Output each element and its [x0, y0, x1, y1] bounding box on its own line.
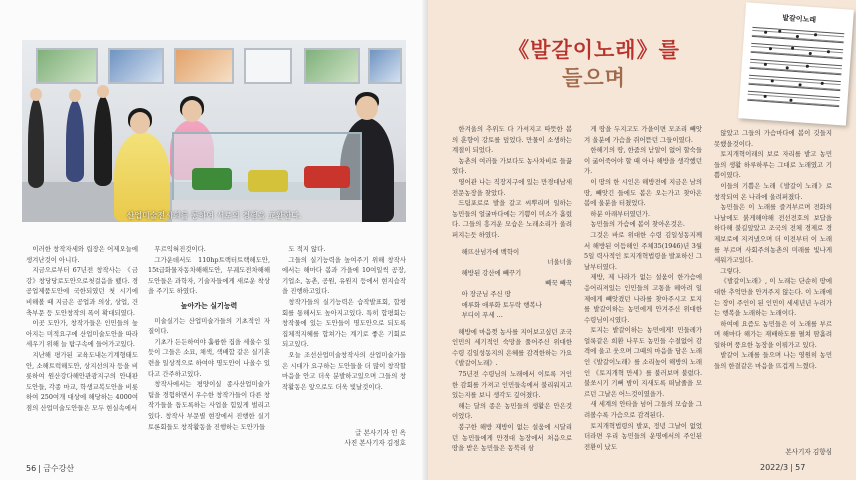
paragraph: 농민들은 이 노래를 즐겨부르며 전화의 나날에도 붉게해야해 전선전호의 보답을 하다해 불길앞았고 조국의 전체 경제로 경제보로에 지켜냈으며 더 이전부터 이 노래를 부르며 사회주의농촌의 미래를 빛나게 세워가고있다.: [714, 203, 832, 265]
paragraph: 미술실기는 산업미술가들의 기초적인 자질이다.: [148, 316, 270, 336]
page-number: 57: [795, 463, 806, 472]
right-column-2: [584, 124, 702, 462]
woman-head: [182, 100, 202, 122]
music-note: [806, 65, 809, 68]
lyric-line: 빼꾹 빼꾹: [545, 279, 572, 288]
paragraph: 그들의 실기능력을 높여주기 위해 창작사에서는 해마다 봄과 가을에 10여일씩 공장, 기업소, 농촌, 공원, 유원지 등에서 현지습작을 진행하고있다.: [282, 255, 406, 296]
music-note: [809, 52, 812, 55]
poster-frame: [108, 48, 164, 84]
paragraph: 않았고 그들의 가슴마다에 봄이 깃들지 못했을것이다.: [714, 129, 832, 148]
paragraph: 한겨울의 추위도 다 가셔지고 따뜻한 봄의 훈향이 강토를 덮었다. 만물이 소생하는 계절이 되었다.: [452, 125, 572, 155]
lyric-line: 해뜨산넘가에 백학이: [461, 247, 520, 256]
paragraph: 이들의 기쁨은 노래《발갈이 노래》로 창작되여 온 나라에 울려퍼졌다.: [714, 181, 832, 201]
paragraph: 도 적지 않다.: [288, 245, 326, 253]
sheet-music-image: [738, 2, 854, 125]
lyric-line: 아 장군님 주신 땅: [461, 289, 511, 298]
music-note: [764, 63, 767, 66]
paragraph: 기초가 든든하여야 훌륭한 집을 세울수 있듯이 그들은 소묘, 채색, 색배합 같은 실기훈련을 일상적으로 하여야 명도안이 나올수 있다고 간주하고있다.: [148, 337, 270, 378]
left-folio: [26, 463, 74, 474]
woman-head: [130, 112, 150, 134]
music-note: [764, 31, 767, 34]
song-lyrics: [452, 247, 572, 321]
paragraph: 새 세계의 안타을 넘어 그들의 모습을 그려볼수록 가슴으로 감격된다.: [584, 400, 702, 420]
paragraph: 창작사에서는 평양이실 종사산업미술가 팀을 경험하면서 우수한 창작가들이 다른 창작가들을 돕도록하는 사업을 힘있게 벌리고있다. 창작사 부문별 현장에서 진행한 실기 토론회들도 창작활동을 진행하는 도안가들: [148, 380, 270, 431]
paragraph: 토지개혁법령의 발포, 정녕 그날이 없었더라면 우리 농민들의 운명에서의 주인된 전환이 났도: [584, 421, 702, 451]
visitor-head: [69, 89, 81, 102]
title-line-2: 들으며: [562, 65, 626, 90]
right-folio: [760, 463, 805, 472]
visitor-head: [30, 88, 42, 101]
visitor-figure: [66, 100, 84, 182]
music-staff: [747, 91, 839, 107]
paragraph: 토지개혁이래의 보로 자리를 밭고 농민들의 생활 하루하루는 그대로 노래였고 기쁨이였다.: [714, 150, 832, 180]
paragraph: 하분 아래부터였던가.: [590, 209, 651, 218]
visitor-figure: [94, 96, 112, 186]
paragraph: 농민들의 가슴에 봄이 찾아온것은.: [590, 220, 685, 229]
music-note: [791, 47, 794, 50]
woman-yellow-dress: [114, 132, 170, 222]
poster-frame: [174, 48, 234, 84]
paragraph: 영어관 나는 직장지구에 있는 만경대남새전문농장을 찾았다.: [452, 177, 572, 197]
paragraph: 지난해 평가된 교육도내논기계형태도안, 소해트럭해도안, 상지선의자 등을 비롯하여 원산강다해안관광지구의 안내판도안들, 각종 마교, 학생교복도안을 비롯하여 250여개 대상에 해당하는 4000여점의 산업미술도안들은 모두 현실속에서: [26, 350, 138, 412]
right-column-3: [714, 128, 832, 448]
left-column-3: [282, 244, 406, 430]
music-note: [821, 82, 824, 85]
paragraph: 그렇다.: [720, 266, 741, 275]
music-note: [796, 35, 799, 38]
paragraph: 이 땅의 한 시인은 해방전에 지금은 남의 땅, 빼앗긴 들에도 봄은 오는가고 찾아온 봄에 울분을 터쳤었다.: [584, 177, 702, 208]
poster-frame: [304, 48, 360, 84]
music-note: [827, 50, 830, 53]
music-staff: [748, 75, 840, 91]
music-staff: [750, 59, 842, 75]
tractor-model: [192, 168, 232, 190]
paragraph: 창작가들의 실기능력은 습작발표회, 합평회를 통해서도 높아지고있다. 특히 합평회는 창작물에 있는 도안들이 명도안으로 되도록 집체적지혜를 합쳐가는 계기로 좋은 기회로 되고있다.: [282, 297, 406, 349]
left-column-2: [148, 244, 270, 456]
music-note: [769, 47, 772, 50]
music-note: [764, 95, 767, 98]
magazine-name: 금수강산: [43, 464, 75, 473]
visitor-head: [97, 85, 109, 98]
music-note: [814, 33, 817, 36]
exhibition-photo: [22, 40, 406, 222]
paragraph: 토지는 밭갈이하는 농민에게! 민들레가 얼룩같은 희환 나무도 농민들 수절없어 감격에 울고 웃으며 그때의 마음을 담은 노래인《발갈이노래》를 소리높이 해방의 노래인 《토지개혁 만세》를 불러보며 불렀다. 불쏘시기 기뻐 밤이 지새도록 떠날줄을 모르던 그날은 어느것이였을가.: [584, 326, 702, 398]
paragraph: 농촌의 여러들 가보다도 농사차비로 들끓었다.: [452, 156, 572, 176]
right-byline: 본사기자 김향심: [785, 448, 832, 456]
paragraph: 한해기의 땅, 한줌의 낟알이 없어 할숙들이 굶어죽어야 할 때 아나 해방을 생각했던가.: [584, 146, 702, 176]
music-note: [798, 83, 801, 86]
paragraph: 해는 달의 종은 농민들의 생활은 안은것이었다.: [452, 401, 572, 421]
music-note: [789, 99, 792, 102]
red-machine-model: [304, 166, 350, 188]
paragraph: 게 땅을 두지고도 가을이면 모조리 빼앗겨 울분에 가슴을 쥐어뜯던 그들이였다.: [584, 125, 702, 144]
article-title: [458, 36, 730, 92]
music-note: [778, 30, 781, 33]
page-number: 56: [26, 464, 37, 473]
paragraph: 하여에 요즘도 농민들은 이 노래를 부르며 해마다 해가는 재배하도를 펼쳐 땀흘려 일하며 풍요한 농장을 이뤄가고 있다.: [714, 319, 832, 349]
lyric-line: 애루화 애루화 토두락 행복나: [461, 300, 542, 309]
poster-frame: [244, 48, 292, 84]
paragraph: 그가운데서도 110hp트랙터트랙해도안, 15t급화물자동차해해도안, 무궤도전차해해도안들은 과학자, 기술자들에게 새로운 착상을 주기도 하였다.: [148, 255, 270, 296]
photo-caption: 산업미술전시회를 통하여 서로의 경험을 교환한다.: [126, 211, 302, 220]
paragraph: 무르익혀진것이다.: [154, 245, 206, 253]
machine-model: [248, 170, 288, 192]
paragraph: 이곳 도안가, 창작가들은 인민들의 높아지는 미적요구에 산업미술도안을 따라세우기 위해 늘 탐구속에 들어가고있다.: [26, 319, 138, 349]
section-subhead: 높아가는 실기능력: [180, 300, 238, 310]
paragraph: 지금으로부터 67년전 창작사는 《금강》창당당로도안으로첫걸음을 뗐다. 경공업제품도안에 국한되였던 첫 시기에 비해볼 때 지금은 공업과 의상, 상업, 건축부문 등 도안창작의 폭이 확대되였다.: [26, 266, 138, 317]
visitor-figure: [28, 98, 44, 188]
title-line-1: 《발갈이노래》를: [508, 37, 680, 62]
paragraph: 제방, 제 나라가 없는 설움이 한가슴에 응어리져있는 인민들의 고통을 헤아려 일제에게 빼앗겼던 나라를 찾아주시고 토지를 발갈이하는 농민에게 안겨주신 위대한 수령님이시였다.: [584, 273, 702, 324]
issue-date: 2022/3: [760, 463, 789, 472]
paragraph: 봉구한 해방 재방이 없는 설움에 시달리던 농민들에게 만경대 농장에서 처음으로 땅을 받은 농민들은 동북리 삼: [452, 423, 572, 453]
lyric-line: 해방된 강산에 빼꾸기: [461, 268, 522, 277]
paragraph: 해방에 마음껏 농사를 지어보고싶던 조국인민의 세기적인 숙망을 풀어주신 위대한 수령 김일성동지의 은혜를 감격한하는 가요《발갈이노래》.: [452, 327, 572, 368]
left-column-1: [26, 244, 138, 456]
paragraph: 《발갈이노래》, 이 노래는 단순히 땅에 대한 추억만을 안겨주지 않는다. 이 노래에는 장이 주인이 된 인민이 세세년년 누려가는 행복을 노래하는 노래이다.: [714, 277, 832, 318]
paragraph: 그것은 바로 위대한 수령 김일성동지께서 해방된 이듬해인 주체35(1946)년 3월 5일 력사적인 토지개혁법령을 발포하신 그날부터였다.: [584, 230, 702, 271]
man-head: [356, 96, 378, 120]
lyric-line: 부디이 푸세 …: [461, 311, 503, 320]
sheet-music-title: 발갈이노래: [781, 12, 817, 25]
music-note: [771, 79, 774, 82]
poster-frame: [36, 48, 98, 84]
paragraph: 오늘 조선산업미술창작사의 산업미술가들은 시대가 요구하는 도안들을 더 많이 창작할 마음을 안고 더욱 분발하고있으며 그들의 창작활동은 앞으로도 더욱 빛날것이다.: [282, 350, 406, 391]
music-note: [786, 66, 789, 69]
left-byline: 글 본사기자 인 옥 사진 본사기자 김정호: [344, 429, 406, 447]
poster-frame: [368, 48, 402, 84]
paragraph: 75년전 수령님의 노래에서 이토록 거인한 감회를 가져고 인민들속에서 불리워지고있는지를 보니 생각도 깊어졌다.: [452, 370, 572, 400]
right-column-1: [452, 124, 572, 462]
paragraph: 이러한 창작자세와 립장은 어제오늘에 생겨난것이 아니다.: [26, 245, 138, 264]
paragraph: 밭갈이 노래를 들으며 나는 영원히 농민들의 한결같은 마음을 뜨겁게 느꼈다.: [714, 351, 832, 371]
lyric-line: 너울너울: [547, 258, 572, 267]
paragraph: 드팀포로로 발을 갈고 씨뿌리며 일하는 농민들의 얼굴마다에는 기쁨이 미소가 흘렀다. 그들의 흥겨운 모습은 노래소리가 울려퍼지는듯 하였다.: [452, 199, 572, 239]
